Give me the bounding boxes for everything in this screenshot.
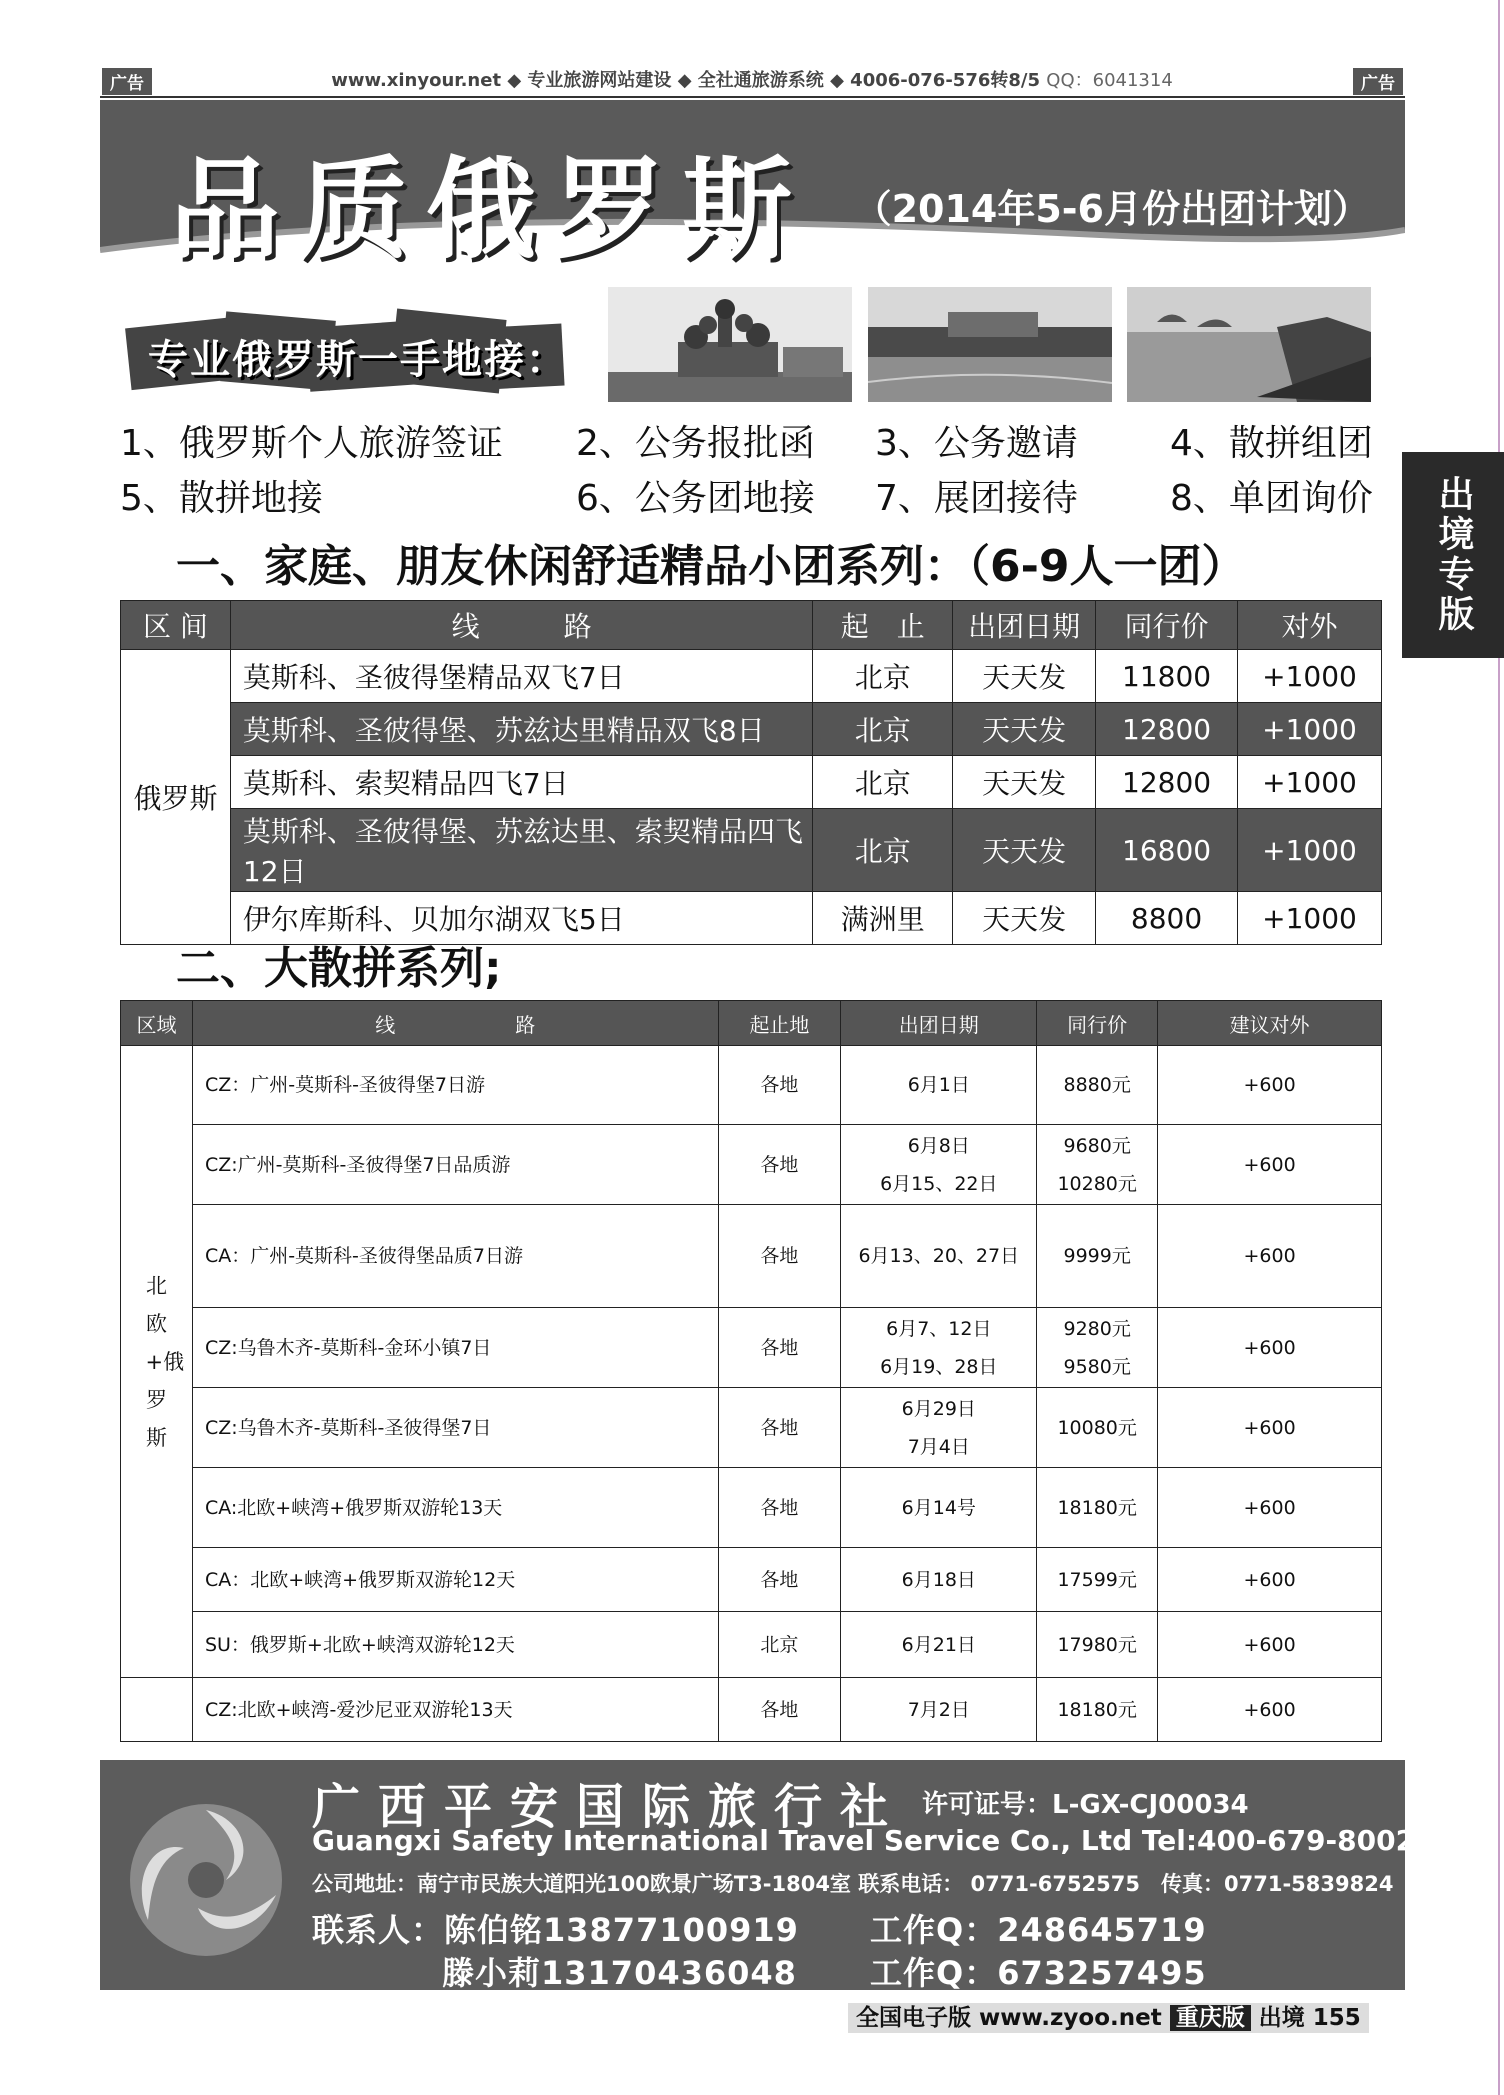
agency-english-name: Guangxi Safety International Travel Service Co., Ltd Tel:400-679-8002 bbox=[312, 1824, 1416, 1857]
retail-cell: +600 bbox=[1158, 1388, 1382, 1468]
date-line: 6月7、12日 bbox=[886, 1317, 992, 1340]
retail-cell: +600 bbox=[1158, 1205, 1382, 1308]
ad-label-left: 广告 bbox=[102, 68, 152, 95]
price-cell: 12800 bbox=[1096, 756, 1238, 809]
service-item: 1、俄罗斯个人旅游签证 bbox=[120, 423, 503, 464]
price-line: 17599元 bbox=[1057, 1568, 1137, 1591]
date-cell bbox=[841, 1205, 1037, 1308]
retail-cell: +1000 bbox=[1238, 703, 1382, 756]
route-cell: CZ:北欧+峡湾-爱沙尼亚双游轮13天 bbox=[192, 1678, 718, 1742]
table-row bbox=[121, 1205, 1382, 1308]
price-cell bbox=[1037, 1308, 1158, 1388]
table-row bbox=[121, 650, 1382, 703]
photo-moscow-cathedral bbox=[608, 287, 852, 402]
date-cell bbox=[841, 1612, 1037, 1678]
date-cell bbox=[841, 1678, 1037, 1742]
region-cell: 俄罗斯 bbox=[121, 650, 231, 945]
retail-cell: +600 bbox=[1158, 1612, 1382, 1678]
service-item: 2、公务报批函 bbox=[576, 423, 815, 464]
photo-river-palace bbox=[868, 287, 1112, 402]
from-cell: 北京 bbox=[813, 650, 953, 703]
region-cell bbox=[121, 1046, 193, 1678]
table-row bbox=[121, 1308, 1382, 1388]
price-line: 9280元 bbox=[1063, 1317, 1131, 1340]
price-cell bbox=[1037, 1548, 1158, 1612]
top-info-text: www.xinyour.net ◆ 专业旅游网站建设 ◆ 全社通旅游系统 ◆ 4006-076-576转8/5 bbox=[331, 70, 1040, 91]
date-cell bbox=[841, 1468, 1037, 1548]
from-cell: 北京 bbox=[813, 756, 953, 809]
from-cell: 各地 bbox=[718, 1205, 841, 1308]
date-cell bbox=[841, 1308, 1037, 1388]
route-cell: CZ:乌鲁木齐-莫斯科-金环小镇7日 bbox=[192, 1308, 718, 1388]
retail-cell: +1000 bbox=[1238, 809, 1382, 892]
retail-cell: +600 bbox=[1158, 1125, 1382, 1205]
table-row bbox=[121, 1046, 1382, 1125]
table-row bbox=[121, 703, 1382, 756]
route-cell: CZ：广州-莫斯科-圣彼得堡7日游 bbox=[192, 1046, 718, 1125]
price-line: 10280元 bbox=[1057, 1172, 1137, 1195]
table-row bbox=[121, 1388, 1382, 1468]
route-cell: CA:北欧+峡湾+俄罗斯双游轮13天 bbox=[192, 1468, 718, 1548]
page-subtitle: （2014年5-6月份出团计划） bbox=[853, 187, 1370, 231]
date-cell bbox=[841, 1388, 1037, 1468]
table-header-row bbox=[121, 601, 1382, 650]
price-cell: 12800 bbox=[1096, 703, 1238, 756]
retail-cell: +600 bbox=[1158, 1468, 1382, 1548]
price-line: 10080元 bbox=[1057, 1416, 1137, 1439]
section2-heading: 二、大散拼系列; bbox=[176, 943, 502, 994]
retail-cell: +600 bbox=[1158, 1678, 1382, 1742]
from-cell: 各地 bbox=[718, 1308, 841, 1388]
from-cell: 各地 bbox=[718, 1125, 841, 1205]
date-line: 6月19、28日 bbox=[880, 1355, 998, 1378]
service-item: 6、公务团地接 bbox=[576, 478, 815, 519]
price-cell bbox=[1037, 1205, 1158, 1308]
date-cell: 天天发 bbox=[953, 703, 1096, 756]
date-line: 6月1日 bbox=[907, 1074, 970, 1096]
col-header: 同行价 bbox=[1096, 601, 1238, 650]
service-item: 8、单团询价 bbox=[1170, 478, 1373, 519]
table-row bbox=[121, 1125, 1382, 1205]
from-cell: 北京 bbox=[813, 703, 953, 756]
page-footer-bar bbox=[848, 2003, 1369, 2033]
route-cell: 莫斯科、索契精品四飞7日 bbox=[230, 756, 812, 809]
col-header: 起止地 bbox=[718, 1001, 841, 1046]
price-cell bbox=[1037, 1388, 1158, 1468]
region-cell-empty bbox=[121, 1678, 193, 1742]
col-header: 对外 bbox=[1238, 601, 1382, 650]
price-cell: 8800 bbox=[1096, 892, 1238, 945]
date-line: 7月2日 bbox=[907, 1698, 970, 1721]
page-number: 出境 155 bbox=[1258, 2005, 1361, 2031]
table-row bbox=[121, 1678, 1382, 1742]
date-cell: 天天发 bbox=[953, 650, 1096, 703]
agency-footer bbox=[100, 1760, 1416, 1992]
retail-cell: +600 bbox=[1158, 1308, 1382, 1388]
date-line: 6月13、20、27日 bbox=[858, 1245, 1020, 1267]
agency-address: 公司地址：南宁市民族大道阳光100欧景广场T3-1804室 联系电话： 0771-6752575 传真：0771-5839824 bbox=[312, 1872, 1394, 1896]
contact-person-1: 联系人：陈伯铭13877100919 bbox=[312, 1911, 799, 1949]
price-line: 9580元 bbox=[1063, 1355, 1131, 1378]
price-line: 18180元 bbox=[1057, 1698, 1137, 1721]
route-cell: CZ:广州-莫斯科-圣彼得堡7日品质游 bbox=[192, 1125, 718, 1205]
col-header: 建议对外 bbox=[1158, 1001, 1382, 1046]
date-line: 7月4日 bbox=[907, 1435, 970, 1458]
price-cell bbox=[1037, 1612, 1158, 1678]
ad-label-right: 广告 bbox=[1353, 68, 1403, 95]
retail-cell: +600 bbox=[1158, 1046, 1382, 1125]
city-edition: 重庆版 bbox=[1170, 2005, 1251, 2031]
price-cell: 16800 bbox=[1096, 809, 1238, 892]
route-cell: CZ:乌鲁木齐-莫斯科-圣彼得堡7日 bbox=[192, 1388, 718, 1468]
agency-logo-icon bbox=[126, 1800, 286, 1960]
date-cell: 天天发 bbox=[953, 756, 1096, 809]
price-line: 17980元 bbox=[1057, 1633, 1137, 1656]
intro-stamp-text: 专业俄罗斯一手地接： bbox=[148, 337, 568, 383]
route-cell: 伊尔库斯科、贝加尔湖双飞5日 bbox=[230, 892, 812, 945]
side-tab-outbound: 出境专版 bbox=[1402, 452, 1504, 658]
edition-label: 全国电子版 www.zyoo.net bbox=[856, 2005, 1162, 2031]
col-header: 同行价 bbox=[1037, 1001, 1158, 1046]
small-group-table bbox=[120, 600, 1382, 945]
top-qq: QQ：6041314 bbox=[1046, 70, 1173, 91]
service-item: 7、展团接待 bbox=[875, 478, 1078, 519]
col-header: 出团日期 bbox=[953, 601, 1096, 650]
date-cell: 天天发 bbox=[953, 809, 1096, 892]
retail-cell: +1000 bbox=[1238, 892, 1382, 945]
header-banner bbox=[100, 100, 1405, 280]
date-cell bbox=[841, 1046, 1037, 1125]
table-row bbox=[121, 1468, 1382, 1548]
agency-name: 广西平安国际旅行社 bbox=[312, 1779, 907, 1835]
table-row bbox=[121, 1548, 1382, 1612]
agency-license: 许可证号：L-GX-CJ00034 bbox=[922, 1790, 1249, 1820]
date-cell: 天天发 bbox=[953, 892, 1096, 945]
from-cell: 北京 bbox=[813, 809, 953, 892]
date-cell bbox=[841, 1548, 1037, 1612]
col-header: 起 止 bbox=[813, 601, 953, 650]
table-row bbox=[121, 809, 1382, 892]
group-tour-table bbox=[120, 1000, 1382, 1742]
retail-cell: +1000 bbox=[1238, 650, 1382, 703]
retail-cell: +600 bbox=[1158, 1548, 1382, 1612]
date-line: 6月14号 bbox=[901, 1496, 976, 1519]
col-header: 线 路 bbox=[230, 601, 812, 650]
retail-cell: +1000 bbox=[1238, 756, 1382, 809]
page-edge bbox=[1498, 0, 1500, 2095]
col-header: 区 间 bbox=[121, 601, 231, 650]
photo-baikal-rocks bbox=[1127, 287, 1371, 402]
table-row bbox=[121, 756, 1382, 809]
price-cell bbox=[1037, 1678, 1158, 1742]
from-cell: 北京 bbox=[718, 1612, 841, 1678]
price-cell bbox=[1037, 1125, 1158, 1205]
price-line: 9999元 bbox=[1063, 1245, 1131, 1267]
price-cell: 11800 bbox=[1096, 650, 1238, 703]
col-header: 出团日期 bbox=[841, 1001, 1037, 1046]
price-line: 9680元 bbox=[1063, 1134, 1131, 1157]
date-line: 6月8日 bbox=[907, 1134, 970, 1157]
date-line: 6月21日 bbox=[901, 1633, 976, 1656]
intro-stamp bbox=[128, 312, 568, 402]
route-cell: 莫斯科、圣彼得堡、苏兹达里精品双飞8日 bbox=[230, 703, 812, 756]
region-text: 北欧+俄罗斯 bbox=[145, 1273, 185, 1450]
route-cell: 莫斯科、圣彼得堡、苏兹达里、索契精品四飞12日 bbox=[230, 809, 812, 892]
date-line: 6月18日 bbox=[901, 1568, 976, 1591]
page-title: 品质俄罗斯 bbox=[170, 145, 810, 274]
route-cell: CA：北欧+峡湾+俄罗斯双游轮12天 bbox=[192, 1548, 718, 1612]
contact-person-2: 滕小莉13170436048 bbox=[442, 1954, 797, 1992]
price-line: 18180元 bbox=[1057, 1496, 1137, 1519]
date-line: 6月29日 bbox=[901, 1397, 976, 1420]
section1-heading: 一、家庭、朋友休闲舒适精品小团系列：（6-9人一团） bbox=[176, 541, 1246, 592]
work-qq-1: 工作Q：248645719 bbox=[870, 1911, 1207, 1949]
date-cell bbox=[841, 1125, 1037, 1205]
service-item: 5、散拼地接 bbox=[120, 478, 323, 519]
service-item: 3、公务邀请 bbox=[875, 423, 1078, 464]
price-line: 8880元 bbox=[1063, 1074, 1131, 1096]
route-cell: CA：广州-莫斯科-圣彼得堡品质7日游 bbox=[192, 1205, 718, 1308]
from-cell: 满洲里 bbox=[813, 892, 953, 945]
table-header-row bbox=[121, 1001, 1382, 1046]
from-cell: 各地 bbox=[718, 1678, 841, 1742]
col-header: 线 路 bbox=[192, 1001, 718, 1046]
top-rule bbox=[100, 96, 1405, 98]
from-cell: 各地 bbox=[718, 1388, 841, 1468]
price-cell bbox=[1037, 1046, 1158, 1125]
route-cell: SU：俄罗斯+北欧+峡湾双游轮12天 bbox=[192, 1612, 718, 1678]
date-line: 6月15、22日 bbox=[880, 1172, 998, 1195]
from-cell: 各地 bbox=[718, 1468, 841, 1548]
top-info-line bbox=[0, 66, 1504, 92]
col-header: 区域 bbox=[121, 1001, 193, 1046]
from-cell: 各地 bbox=[718, 1548, 841, 1612]
price-cell bbox=[1037, 1468, 1158, 1548]
service-item: 4、散拼组团 bbox=[1170, 423, 1373, 464]
work-qq-2: 工作Q：673257495 bbox=[870, 1954, 1207, 1992]
table-row bbox=[121, 1612, 1382, 1678]
from-cell: 各地 bbox=[718, 1046, 841, 1125]
route-cell: 莫斯科、圣彼得堡精品双飞7日 bbox=[230, 650, 812, 703]
